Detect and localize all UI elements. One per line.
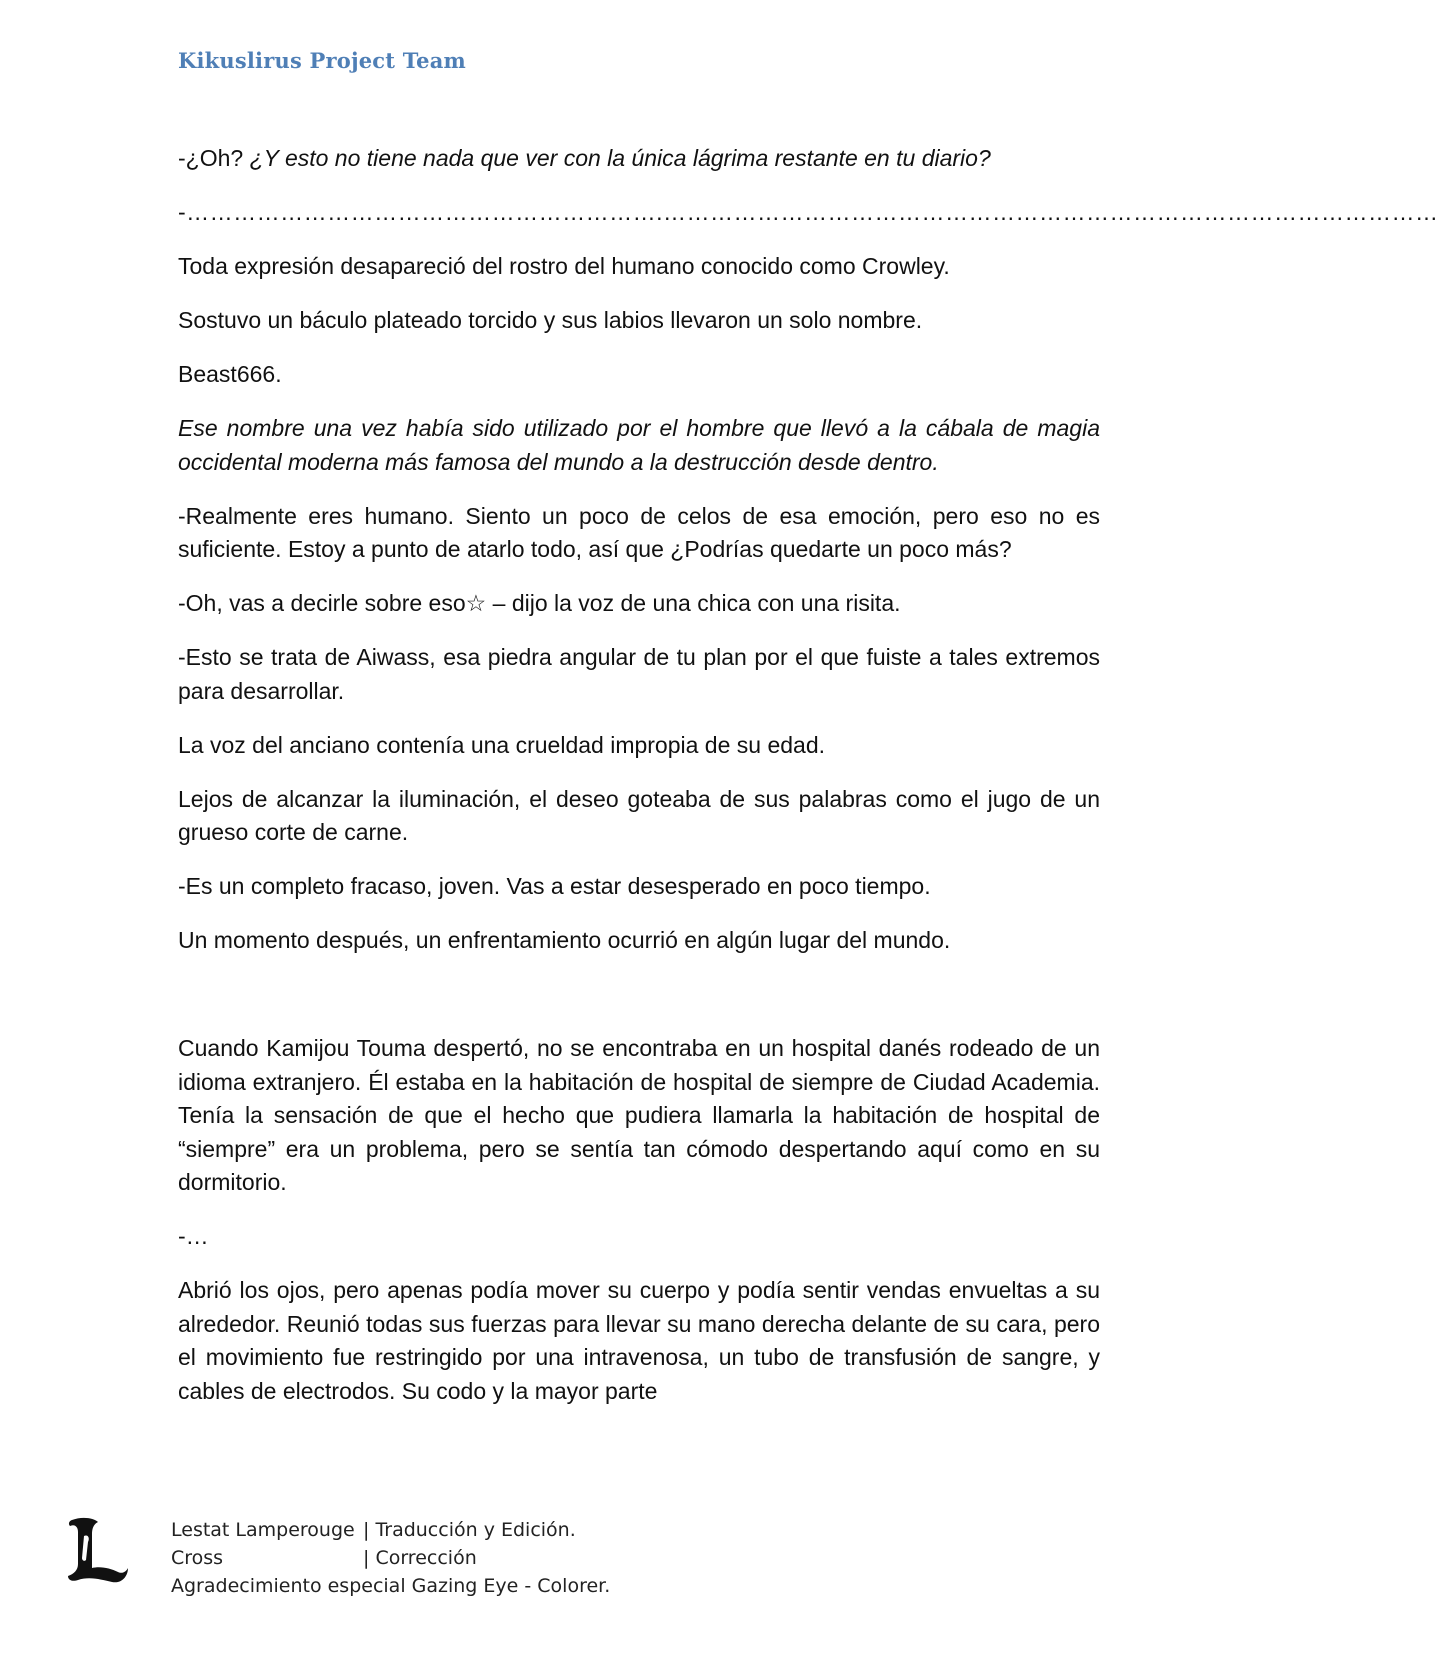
dialogue-prefix: -¿Oh? [178, 145, 250, 171]
section-break [178, 978, 1100, 1032]
credits-footer [171, 1516, 610, 1600]
credit-role: | Corrección [363, 1547, 477, 1569]
paragraph [178, 142, 1100, 176]
credit-row [171, 1516, 610, 1544]
document-body [178, 142, 1439, 1429]
credit-name: Cross [171, 1547, 224, 1569]
paragraph: Toda expresión desapareció del rostro del humano conocido como Crowley. [178, 253, 950, 279]
paragraph: Lejos de alcanzar la iluminación, el deseo goteaba de sus palabras como el jugo de un grueso corte de carne. [178, 785, 1100, 845]
ellipsis-line: -…………………………………………………….……………………………………………………………………………………… [178, 199, 1439, 225]
credit-row [171, 1544, 610, 1572]
paragraph: -Esto se trata de Aiwass, esa piedra angular de tu plan por el que fuiste a tales extremos para desarrollar. [178, 644, 1100, 704]
paragraph: La voz del anciano contenía una crueldad impropia de su edad. [178, 731, 826, 758]
paragraph: Abrió los ojos, pero apenas podía mover su cuerpo y podía sentir vendas envueltas a su alrededor. Reunió todas sus fuerzas para llevar su mano derecha delante de su cara, pero el movimiento fue restringido por una intravenosa, un tubo de transfusión de sangre, y cables de electrodos. Su codo y la mayor parte [178, 1277, 1100, 1404]
paragraph: Cuando Kamijou Touma despertó, no se encontraba en un hospital danés rodeado de un idioma extranjero. Él estaba en la habitación de hospital de siempre de Ciudad Academia. Tenía la sensación de que el hecho que pudiera llamarla la habitación de hospital de “siempre” era un problema, pero se sentía tan cómodo despertando aquí como en su dormitorio. [178, 1035, 1100, 1195]
paragraph: -… [178, 1223, 209, 1249]
paragraph: Un momento después, un enfrentamiento ocurrió en algún lugar del mundo. [178, 927, 951, 953]
credit-thanks: Agradecimiento especial Gazing Eye - Colorer. [171, 1575, 611, 1597]
paragraph: -Es un completo fracaso, joven. Vas a estar desesperado en poco tiempo. [178, 873, 931, 899]
credit-role: | Traducción y Edición. [363, 1519, 576, 1541]
paragraph: Sostuvo un báculo plateado torcido y sus labios llevaron un solo nombre. [178, 307, 923, 333]
paragraph: Beast666. [178, 361, 282, 387]
credit-name: Lestat Lamperouge [171, 1519, 355, 1541]
paragraph: -Oh, vas a decirle sobre eso☆ – dijo la voz de una chica con una risita. [178, 590, 901, 616]
italic-dialogue: ¿Y esto no tiene nada que ver con la única lágrima restante en tu diario? [249, 145, 991, 171]
gothic-L-icon [64, 1514, 130, 1586]
page-header-title: Kikuslirus Project Team [178, 48, 466, 73]
italic-paragraph: Ese nombre una vez había sido utilizado por el hombre que llevó a la cábala de magia occidental moderna más famosa del mundo a la destrucción desde dentro. [178, 415, 1100, 475]
paragraph: -Realmente eres humano. Siento un poco de celos de esa emoción, pero eso no es suficiente. Estoy a punto de atarlo todo, así que ¿Podrías quedarte un poco más? [178, 502, 1100, 562]
